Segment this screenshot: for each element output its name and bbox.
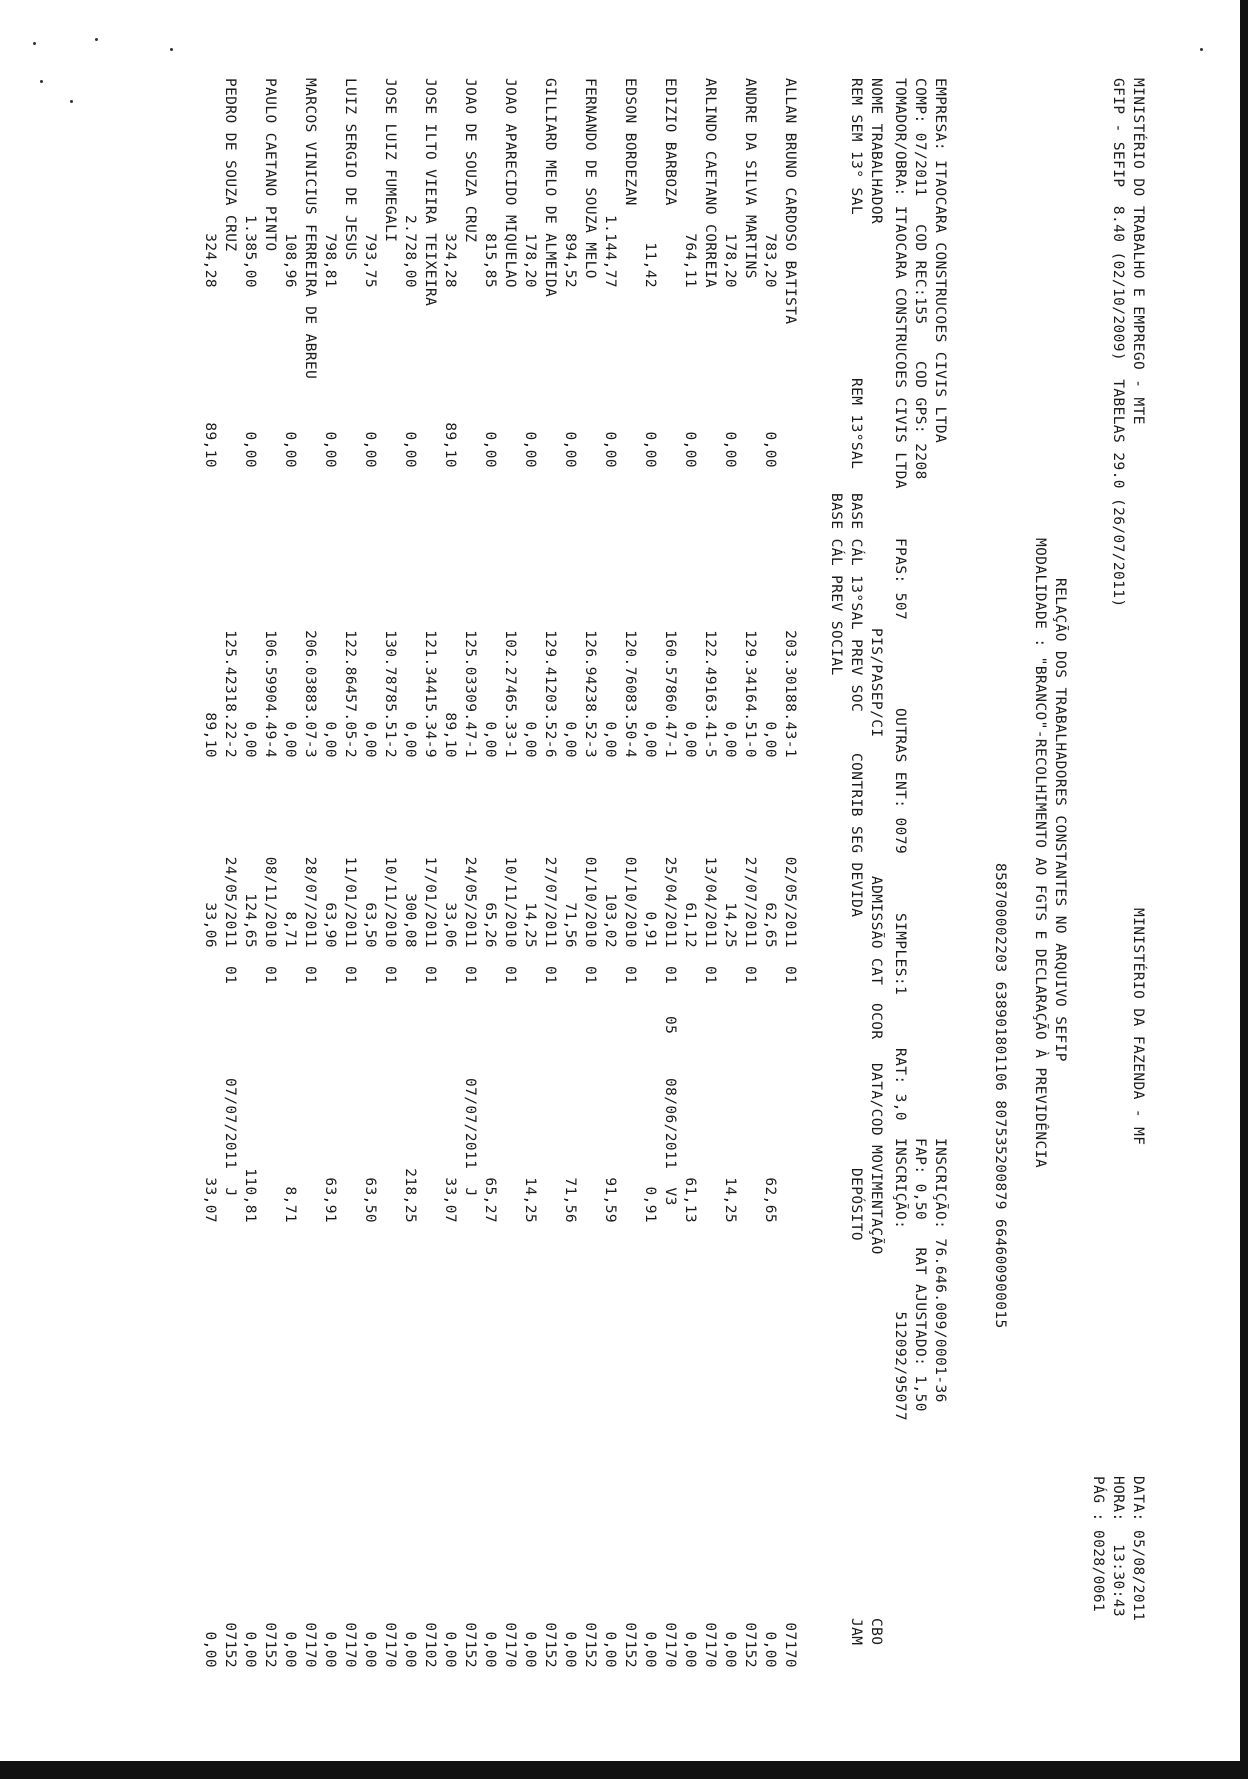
date-label: DATA:: [1130, 1476, 1146, 1522]
worker-base-13: 0,00: [482, 721, 498, 758]
worker-contrib: 124,65: [242, 893, 258, 948]
worker-deposito: 71,56: [562, 1177, 578, 1223]
worker-deposito: 61,13: [682, 1177, 698, 1223]
col-contrib: CONTRIB SEG DEVIDA: [848, 753, 864, 918]
worker-cbo: 07170: [502, 1622, 518, 1668]
col-base-13: BASE CÁL 13°SAL PREV SOC: [848, 493, 864, 713]
inscricao: INSCRIÇÃO: 76.646.009/0001-36: [932, 1138, 948, 1403]
worker-cbo: 07170: [382, 1622, 398, 1668]
worker-deposito: 33,07: [442, 1177, 458, 1223]
worker-cat: 01: [662, 966, 678, 985]
worker-name: EDIZIO BARBOZA: [662, 78, 678, 206]
worker-admissao: 11/01/2011: [342, 856, 358, 948]
ministry-right: MINISTÉRIO DA FAZENDA - MF: [1130, 908, 1146, 1146]
worker-rem-sem-13: 764,11: [682, 233, 698, 288]
worker-pis: 160.57860.47-1: [662, 630, 678, 758]
col-cbo: CBO: [868, 1618, 884, 1646]
fpas: FPAS: 507: [892, 538, 908, 621]
sefip-report-page: [98, 78, 1148, 1678]
worker-cat: 01: [502, 966, 518, 985]
worker-name: JOAO DE SOUZA CRUZ: [462, 78, 478, 243]
worker-rem-sem-13: 815,85: [482, 233, 498, 288]
page-label: PÁG :: [1090, 1476, 1106, 1522]
worker-jam: 0,00: [322, 1631, 338, 1668]
worker-contrib: 33,06: [202, 902, 218, 948]
worker-cbo: 07152: [742, 1622, 758, 1668]
worker-name: PAULO CAETANO PINTO: [262, 78, 278, 252]
scan-speck: [1200, 48, 1203, 51]
worker-deposito: 65,27: [482, 1177, 498, 1223]
worker-pis: 129.41203.52-6: [542, 630, 558, 758]
worker-admissao: 10/11/2010: [382, 856, 398, 948]
worker-cat: 01: [702, 966, 718, 985]
worker-name: ARLINDO CAETANO CORREIA: [702, 78, 718, 288]
col-ocor: OCOR: [868, 1003, 884, 1040]
worker-base-13: 0,00: [722, 721, 738, 758]
worker-name: PEDRO DE SOUZA CRUZ: [222, 78, 238, 252]
worker-jam: 0,00: [362, 1631, 378, 1668]
hour-label: HORA:: [1110, 1476, 1126, 1522]
worker-contrib: 300,08: [402, 893, 418, 948]
rat: RAT: 3,0: [892, 1048, 908, 1122]
ministry-left: MINISTÉRIO DO TRABALHO E EMPREGO - MTE: [1130, 78, 1146, 425]
worker-rem-13: 0,00: [722, 431, 738, 468]
worker-name: JOAO APARECIDO MIQUELAO: [502, 78, 518, 288]
worker-cat: 01: [782, 966, 798, 985]
worker-cbo: 07170: [302, 1622, 318, 1668]
worker-cbo: 07152: [622, 1622, 638, 1668]
worker-jam: 0,00: [522, 1631, 538, 1668]
worker-contrib: 63,50: [362, 902, 378, 948]
worker-base-13: 0,00: [562, 721, 578, 758]
worker-pis: 206.03883.07-3: [302, 630, 318, 758]
worker-cbo: 07152: [262, 1622, 278, 1668]
report-subtitle: MODALIDADE : "BRANCO"-RECOLHIMENTO AO FGTS E DECLARAÇÃO À PREVIDÊNCIA: [1032, 538, 1048, 1168]
worker-admissao: 24/05/2011: [222, 856, 238, 948]
worker-pis: 121.34415.34-9: [422, 630, 438, 758]
worker-contrib: 103,02: [602, 893, 618, 948]
worker-rem-13: 0,00: [602, 431, 618, 468]
page-value: 0028/0061: [1090, 1530, 1106, 1613]
col-base-prev: BASE CÁL PREV SOCIAL: [828, 493, 844, 676]
worker-jam: 0,00: [242, 1631, 258, 1668]
worker-cat: 01: [262, 966, 278, 985]
worker-cbo: 07170: [342, 1622, 358, 1668]
worker-name: ANDRE DA SILVA MARTINS: [742, 78, 758, 279]
worker-rem-13: 0,00: [562, 431, 578, 468]
worker-contrib: 61,12: [682, 902, 698, 948]
worker-deposito: 14,25: [522, 1177, 538, 1223]
worker-base-13: 0,00: [362, 721, 378, 758]
worker-rem-13: 0,00: [322, 431, 338, 468]
col-pis: PIS/PASEP/CI: [868, 628, 884, 738]
worker-cat: 01: [222, 966, 238, 985]
col-rem-sem-13: REM SEM 13° SAL: [848, 78, 864, 215]
worker-rem-13: 0,00: [362, 431, 378, 468]
worker-jam: 0,00: [642, 1631, 658, 1668]
worker-base-13: 0,00: [682, 721, 698, 758]
worker-rem-sem-13: 793,75: [362, 233, 378, 288]
worker-movimentacao: 08/06/2011 V3: [662, 1078, 678, 1206]
worker-jam: 0,00: [482, 1631, 498, 1668]
worker-cbo: 07170: [662, 1622, 678, 1668]
worker-pis: 122.86457.05-2: [342, 630, 358, 758]
worker-name: EDSON BORDEZAN: [622, 78, 638, 206]
worker-cat: 01: [462, 966, 478, 985]
worker-contrib: 71,56: [562, 902, 578, 948]
col-nome: NOME TRABALHADOR: [868, 78, 884, 225]
fap: FAP: 0,50 RAT AJUSTADO: 1,50: [912, 1138, 928, 1412]
worker-name: LUIZ SERGIO DE JESUS: [342, 78, 358, 261]
worker-contrib: 33,06: [442, 902, 458, 948]
worker-cbo: 07102: [422, 1622, 438, 1668]
worker-rem-13: 0,00: [762, 431, 778, 468]
gfip-version: GFIP - SEFIP 8.40 (02/10/2009) TABELAS 29.0 (26/07/2011): [1110, 78, 1126, 608]
worker-cat: 01: [342, 966, 358, 985]
worker-cbo: 07152: [582, 1622, 598, 1668]
worker-pis: 102.27465.33-1: [502, 630, 518, 758]
worker-base-13: 89,10: [442, 712, 458, 758]
worker-rem-sem-13: 798,81: [322, 233, 338, 288]
worker-rem-13: 0,00: [242, 431, 258, 468]
worker-contrib: 14,25: [522, 902, 538, 948]
worker-base-13: 0,00: [642, 721, 658, 758]
empresa: EMPRESA: ITAOCARA CONSTRUCOES CIVIS LTDA: [932, 78, 948, 444]
worker-contrib: 62,65: [762, 902, 778, 948]
worker-base-13: 0,00: [242, 721, 258, 758]
col-data-cod: DATA/COD MOVIMENTAÇÃO: [868, 1063, 884, 1255]
worker-pis: 125.42318.22-2: [222, 630, 238, 758]
worker-rem-sem-13: 1.144,77: [602, 214, 618, 288]
worker-pis: 126.94238.52-3: [582, 630, 598, 758]
report-title: RELAÇÃO DOS TRABALHADORES CONSTANTES NO ARQUIVO SEFIP: [1052, 578, 1068, 1062]
worker-rem-13: 0,00: [642, 431, 658, 468]
worker-cat: 01: [622, 966, 638, 985]
worker-admissao: 27/07/2011: [742, 856, 758, 948]
worker-cat: 01: [582, 966, 598, 985]
worker-cat: 01: [742, 966, 758, 985]
worker-pis: 203.30188.43-1: [782, 630, 798, 758]
worker-rem-13: 89,10: [442, 422, 458, 468]
worker-deposito: 91,59: [602, 1177, 618, 1223]
scan-edge-right: [1240, 0, 1248, 1779]
worker-movimentacao: 07/07/2011 J: [222, 1078, 238, 1197]
worker-pis: 122.49163.41-5: [702, 630, 718, 758]
scan-speck: [70, 100, 73, 103]
worker-admissao: 27/07/2011: [542, 856, 558, 948]
worker-contrib: 65,26: [482, 902, 498, 948]
worker-jam: 0,00: [602, 1631, 618, 1668]
worker-cat: 01: [302, 966, 318, 985]
worker-cat: 01: [422, 966, 438, 985]
worker-cat: 01: [382, 966, 398, 985]
tomador: TOMADOR/OBRA: ITAOCARA CONSTRUCOES CIVIS LTDA: [892, 78, 908, 489]
worker-admissao: 25/04/2011: [662, 856, 678, 948]
worker-name: ALLAN BRUNO CARDOSO BATISTA: [782, 78, 798, 325]
worker-pis: 120.76083.50-4: [622, 630, 638, 758]
worker-jam: 0,00: [402, 1631, 418, 1668]
worker-rem-sem-13: 324,28: [202, 233, 218, 288]
worker-rem-sem-13: 1.385,00: [242, 214, 258, 288]
worker-cbo: 07170: [702, 1622, 718, 1668]
worker-movimentacao: 07/07/2011 J: [462, 1078, 478, 1197]
worker-deposito: 63,91: [322, 1177, 338, 1223]
worker-rem-sem-13: 783,20: [762, 233, 778, 288]
worker-rem-sem-13: 324,28: [442, 233, 458, 288]
worker-deposito: 8,71: [282, 1186, 298, 1223]
worker-pis: 125.03309.47-1: [462, 630, 478, 758]
worker-admissao: 17/01/2011: [422, 856, 438, 948]
worker-jam: 0,00: [562, 1631, 578, 1668]
worker-admissao: 02/05/2011: [782, 856, 798, 948]
worker-jam: 0,00: [442, 1631, 458, 1668]
worker-rem-sem-13: 11,42: [642, 242, 658, 288]
worker-base-13: 0,00: [522, 721, 538, 758]
worker-rem-13: 0,00: [682, 431, 698, 468]
worker-deposito: 218,25: [402, 1168, 418, 1223]
worker-jam: 0,00: [202, 1631, 218, 1668]
scan-speck: [95, 38, 98, 41]
worker-cbo: 07152: [542, 1622, 558, 1668]
worker-admissao: 08/11/2010: [262, 856, 278, 948]
worker-rem-13: 0,00: [402, 431, 418, 468]
competencia: COMP: 07/2011 COD REC:155 COD GPS: 2208: [912, 78, 928, 480]
worker-contrib: 0,91: [642, 911, 658, 948]
worker-admissao: 13/04/2011: [702, 856, 718, 948]
worker-deposito: 33,07: [202, 1177, 218, 1223]
worker-rem-sem-13: 178,20: [522, 233, 538, 288]
worker-contrib: 63,90: [322, 902, 338, 948]
worker-deposito: 0,91: [642, 1186, 658, 1223]
worker-name: GILLIARD MELO DE ALMEIDA: [542, 78, 558, 298]
worker-contrib: 14,25: [722, 902, 738, 948]
worker-jam: 0,00: [682, 1631, 698, 1668]
worker-rem-13: 0,00: [522, 431, 538, 468]
worker-rem-13: 0,00: [282, 431, 298, 468]
worker-jam: 0,00: [762, 1631, 778, 1668]
col-rem-13: REM 13°SAL: [848, 378, 864, 470]
worker-base-13: 0,00: [602, 721, 618, 758]
col-jam: JAM: [848, 1618, 864, 1646]
date-value: 05/08/2011: [1130, 1530, 1146, 1622]
worker-pis: 106.59904.49-4: [262, 630, 278, 758]
scan-speck: [170, 48, 173, 51]
worker-base-13: 0,00: [402, 721, 418, 758]
col-admissao: ADMISSÃO: [868, 876, 884, 950]
worker-admissao: 24/05/2011: [462, 856, 478, 948]
worker-rem-sem-13: 2.728,00: [402, 214, 418, 288]
worker-admissao: 01/10/2010: [622, 856, 638, 948]
worker-rem-sem-13: 108,96: [282, 233, 298, 288]
worker-base-13: 89,10: [202, 712, 218, 758]
col-deposito: DEPÓSITO: [848, 1168, 864, 1242]
worker-base-13: 0,00: [322, 721, 338, 758]
worker-pis: 129.34164.51-0: [742, 630, 758, 758]
worker-deposito: 14,25: [722, 1177, 738, 1223]
worker-name: MARCOS VINICIUS FERREIRA DE ABREU: [302, 78, 318, 380]
simples: SIMPLES:1: [892, 913, 908, 996]
worker-base-13: 0,00: [762, 721, 778, 758]
worker-cbo: 07152: [462, 1622, 478, 1668]
worker-rem-sem-13: 178,20: [722, 233, 738, 288]
scan-speck: [40, 80, 43, 83]
worker-admissao: 10/11/2010: [502, 856, 518, 948]
worker-jam: 0,00: [722, 1631, 738, 1668]
worker-deposito: 110,81: [242, 1168, 258, 1223]
worker-rem-sem-13: 894,52: [562, 233, 578, 288]
worker-admissao: 01/10/2010: [582, 856, 598, 948]
worker-ocor: 05: [662, 1016, 678, 1035]
worker-admissao: 28/07/2011: [302, 856, 318, 948]
hour-value: 13:30:43: [1110, 1544, 1126, 1618]
worker-contrib: 8,71: [282, 911, 298, 948]
worker-jam: 0,00: [282, 1631, 298, 1668]
worker-deposito: 62,65: [762, 1177, 778, 1223]
outras-entidades: OUTRAS ENT: 0079: [892, 708, 908, 855]
worker-base-13: 0,00: [282, 721, 298, 758]
worker-name: JOSE LUIZ FUMEGALI: [382, 78, 398, 243]
worker-deposito: 63,50: [362, 1177, 378, 1223]
worker-rem-13: 89,10: [202, 422, 218, 468]
worker-name: JOSE ILTO VIEIRA TEIXEIRA: [422, 78, 438, 307]
scan-speck: [33, 42, 36, 45]
worker-name: FERNANDO DE SOUZA MELO: [582, 78, 598, 279]
barcode-number: 858700002203 638901801106 807535200879 664600900015: [992, 863, 1008, 1329]
scan-edge-bottom: [0, 1761, 1248, 1779]
worker-cbo: 07152: [222, 1622, 238, 1668]
col-cat: CAT: [868, 958, 884, 986]
tomador-inscricao: INSCRIÇÃO: 512092/95077: [892, 1138, 908, 1422]
worker-rem-13: 0,00: [482, 431, 498, 468]
worker-cat: 01: [542, 966, 558, 985]
worker-cbo: 07170: [782, 1622, 798, 1668]
worker-pis: 130.78785.51-2: [382, 630, 398, 758]
